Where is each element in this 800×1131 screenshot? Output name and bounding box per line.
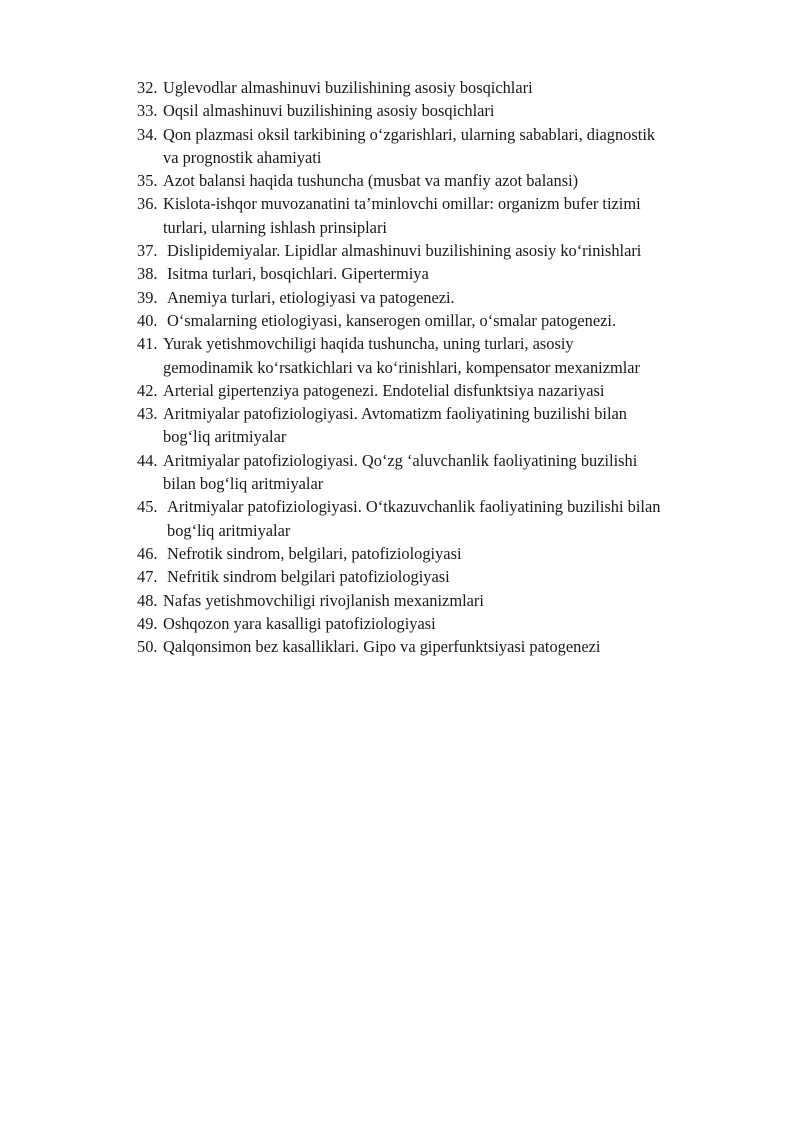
question-text: Qalqonsimon bez kasalliklari. Gipo va giperfunktsiyasi patogenezi (163, 637, 601, 657)
question-item (137, 309, 747, 332)
question-text: Oshqozon yara kasalligi patofiziologiyasi (163, 613, 436, 633)
question-text: Yurak yetishmovchiligi haqida tushuncha, uning turlari, asosiy gemodinamik koʻrsatkichlari va koʻrinishlari, kompensator mexanizmlar (163, 334, 641, 377)
question-item (137, 76, 747, 99)
question-text: Nafas yetishmovchiligi rivojlanish mexanizmlari (163, 590, 484, 610)
question-number: 43. (137, 404, 158, 424)
question-text: Azot balansi haqida tushuncha (musbat va manfiy azot balansi) (163, 171, 579, 191)
question-number: 49. (137, 613, 158, 633)
question-number: 34. (137, 124, 158, 144)
question-item (137, 495, 747, 542)
question-item (137, 379, 747, 402)
question-item (137, 99, 747, 122)
question-text: Oqsil almashinuvi buzilishining asosiy bosqichlari (163, 101, 495, 121)
question-item (137, 286, 747, 309)
question-text: Uglevodlar almashinuvi buzilishining asosiy bosqichlari (163, 78, 533, 97)
question-item (137, 123, 747, 170)
question-number: 42. (137, 380, 158, 400)
question-item (137, 612, 747, 635)
question-text: Nefritik sindrom belgilari patofiziologiyasi (167, 567, 450, 587)
question-item (137, 169, 747, 192)
question-number: 46. (137, 543, 158, 563)
question-number: 35. (137, 171, 158, 191)
question-text: Aritmiyalar patofiziologiyasi. Oʻtkazuvchanlik faoliyatining buzilishi bilan bogʻliq aritmiyalar (167, 497, 661, 540)
question-text: Isitma turlari, bosqichlari. Gipertermiya (167, 264, 429, 284)
question-number: 48. (137, 590, 158, 610)
question-text: Nefrotik sindrom, belgilari, patofiziologiyasi (167, 543, 462, 563)
question-item (137, 239, 747, 262)
question-number: 45. (137, 497, 158, 517)
question-text: Qon plazmasi oksil tarkibining oʻzgarishlari, ularning sabablari, diagnostik va prognostik ahamiyati (163, 124, 656, 167)
question-text: Aritmiyalar patofiziologiyasi. Qoʻzg ‘aluvchanlik faoliyatining buzilishi bilan bogʻliq aritmiyalar (163, 450, 638, 494)
question-text: Anemiya turlari, etiologiyasi va patogenezi. (167, 287, 455, 307)
question-number: 36. (137, 194, 158, 214)
question-text: Aritmiyalar patofiziologiyasi. Avtomatizm faoliyatining buzilishi bilan bogʻliq aritmiyalar (163, 404, 628, 447)
question-item (137, 332, 747, 379)
question-item (137, 402, 747, 449)
question-number: 37. (137, 241, 158, 261)
question-number: 33. (137, 101, 158, 121)
question-item (137, 542, 747, 565)
question-text: Oʻsmalarning etiologiyasi, kanserogen omillar, oʻsmalar patogenezi. (167, 310, 617, 330)
question-item (137, 262, 747, 285)
question-item (137, 565, 747, 588)
question-item (137, 589, 747, 612)
question-number: 40. (137, 310, 158, 330)
question-list (137, 76, 747, 658)
question-number: 39. (137, 287, 158, 307)
question-text: Arterial gipertenziya patogenezi. Endotelial disfunktsiya nazariyasi (163, 380, 605, 400)
question-item (137, 449, 747, 496)
question-number: 44. (137, 450, 158, 470)
question-number: 50. (137, 637, 158, 657)
question-item (137, 192, 747, 239)
question-number: 41. (137, 334, 158, 354)
question-number: 47. (137, 567, 158, 587)
question-item (137, 635, 747, 658)
question-text: Kislota-ishqor muvozanatini ta’minlovchi omillar: organizm bufer tizimi turlari, ularning ishlash prinsiplari (163, 194, 641, 237)
question-number: 38. (137, 264, 158, 284)
question-text: Dislipidemiyalar. Lipidlar almashinuvi buzilishining asosiy koʻrinishlari (167, 241, 642, 261)
question-number: 32. (137, 78, 158, 97)
